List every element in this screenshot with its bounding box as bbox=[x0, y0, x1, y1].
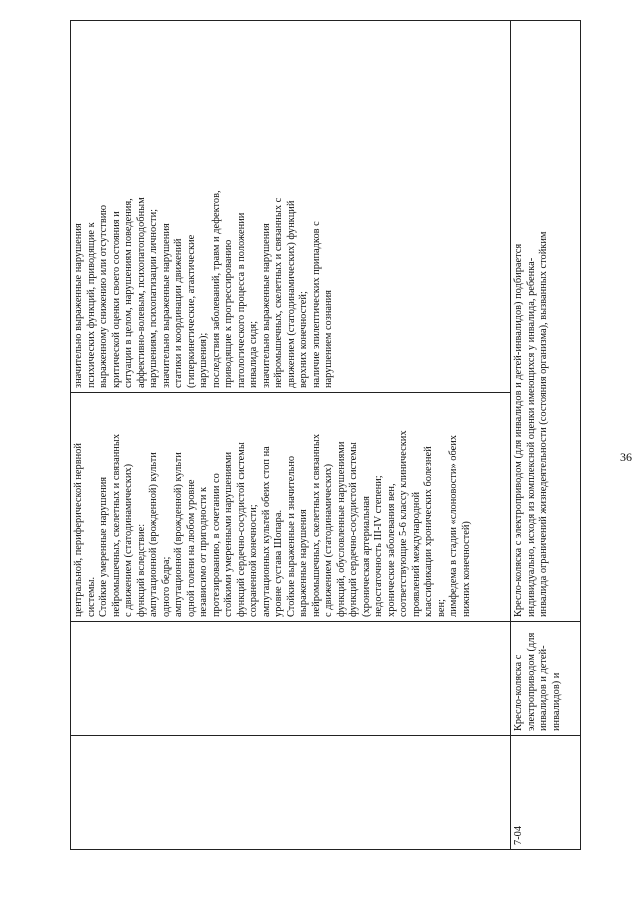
indication-line: Стойкие умеренные нарушения bbox=[98, 476, 109, 617]
item-number: 7-04 bbox=[513, 825, 524, 845]
contraindication-line: инвалида сидя; bbox=[248, 321, 259, 388]
number-cell bbox=[71, 736, 511, 850]
indication-line: функций сердечно-сосудистой системы bbox=[235, 442, 247, 617]
indication-line: нижних конечностей) bbox=[460, 521, 472, 617]
indication-line: функций, обусловленные нарушениями bbox=[335, 441, 347, 617]
document-table bbox=[70, 20, 581, 850]
contraindication-line: ситуации в целом, нарушениям поведения, bbox=[123, 198, 134, 388]
title-line: инвалидов и детей-инвалидов) и bbox=[538, 645, 562, 731]
indication-line: с движением (статодинамических) bbox=[123, 463, 134, 617]
indication-line: одного бедра; bbox=[160, 556, 172, 617]
contraindication-line: значительно выраженные нарушения bbox=[160, 223, 172, 388]
description-line: инвалида ограничений жизнедеятельности (состояния организма), вызванных стойким bbox=[538, 231, 549, 617]
contraindications-text bbox=[73, 25, 336, 388]
indication-line: уровне сустава Шопара. bbox=[273, 509, 284, 617]
indication-line: ампутационных культей обеих стоп на bbox=[260, 446, 272, 617]
indication-line: стойкими умеренными нарушениями bbox=[223, 451, 234, 617]
indication-line: недостаточность III-IV степени; bbox=[373, 475, 384, 617]
description-line: индивидуально, исходя из комплексной оценки имеющихся у инвалида, ребенка- bbox=[525, 257, 537, 617]
indication-line: протезированию, в сочетании со bbox=[210, 473, 222, 617]
indication-line: соответствующие 5-6 классу клинических bbox=[398, 430, 409, 617]
contraindication-line: выраженному снижению или отсутствию bbox=[98, 204, 109, 388]
page-number: 36 bbox=[620, 450, 632, 464]
contraindication-line: нарушения); bbox=[198, 332, 209, 388]
contraindication-line: психических функций, приводящие к bbox=[85, 222, 97, 388]
description-line: Кресло-коляска с электроприводом (для инвалидов и детей-инвалидов) подбирается bbox=[513, 243, 524, 617]
title-line: электроприводом (для bbox=[525, 632, 537, 731]
contraindication-line: критической оценки своего состояния и bbox=[110, 211, 122, 388]
indication-line: хронические заболевания вен, bbox=[385, 483, 397, 617]
contraindication-line: движением (статодинамических) функций bbox=[285, 200, 297, 388]
contraindication-line: нарушениям, психопатизации личности; bbox=[148, 208, 159, 388]
indication-line: системы. bbox=[85, 576, 97, 617]
contraindication-line: наличие эпилептических припадков с bbox=[310, 221, 322, 388]
indication-line: классификации хронических болезней bbox=[423, 446, 434, 617]
contraindication-line: патологического процесса в положении bbox=[235, 212, 247, 388]
indication-line: проявлений международной bbox=[410, 491, 422, 617]
indications-cell bbox=[71, 393, 511, 622]
indication-line: с движением (статодинамических) bbox=[323, 463, 334, 617]
table-row bbox=[511, 21, 581, 850]
table-row bbox=[71, 21, 511, 850]
contraindication-line: аффективно-волевым, психопатоподобным bbox=[135, 197, 147, 388]
indication-line: сохраненной конечности; bbox=[248, 504, 259, 617]
indication-line: Стойкие выраженные и значительно bbox=[285, 455, 297, 617]
indication-line: вен; bbox=[435, 599, 447, 617]
contraindication-line: статики и координации движений bbox=[173, 238, 184, 388]
indication-line: центральной, периферической нервной bbox=[73, 443, 84, 617]
indication-line: лимфедема в стадии «слоновости» обеих bbox=[448, 435, 459, 617]
indication-line: функций сердечно-сосудистой системы bbox=[348, 442, 359, 617]
rotated-table-area bbox=[70, 20, 580, 850]
indication-line: нейромышечных, скелетных и связанных bbox=[310, 433, 322, 617]
indications-text bbox=[73, 397, 473, 617]
contraindication-line: значительно выраженные нарушения bbox=[260, 223, 272, 388]
contraindication-line: нарушением сознания bbox=[323, 290, 334, 388]
contraindication-line: значительно выраженные нарушения bbox=[73, 223, 84, 388]
indication-line: выраженные нарушения bbox=[298, 509, 309, 617]
item-description bbox=[513, 25, 551, 617]
contraindication-line: верхних конечностей; bbox=[298, 291, 309, 388]
indication-line: нейромышечных, скелетных и связанных bbox=[110, 433, 122, 617]
indication-line: (хроническая артериальная bbox=[360, 496, 372, 617]
contraindication-line: последствия заболеваний, травм и дефектов, bbox=[210, 190, 222, 388]
number-cell bbox=[511, 736, 581, 850]
indication-line: независимо от пригодности к bbox=[198, 486, 209, 617]
description-cell bbox=[511, 21, 581, 622]
indication-line: одной голени на любом уровне bbox=[185, 479, 197, 617]
indication-line: функций вследствие: bbox=[135, 523, 147, 617]
contraindications-cell bbox=[71, 21, 511, 393]
item-title bbox=[513, 626, 563, 731]
contraindication-line: приводящие к прогрессированию bbox=[223, 239, 234, 388]
title-line: Кресло-коляска с bbox=[513, 654, 524, 731]
indication-line: ампутационной (врожденной) культи bbox=[148, 452, 159, 617]
title-cell bbox=[71, 622, 511, 736]
contraindication-line: нейромышечных, скелетных и связанных с bbox=[273, 197, 284, 388]
title-cell bbox=[511, 622, 581, 736]
contraindication-line: (гиперкинетические, атактические bbox=[185, 234, 197, 388]
indication-line: ампутационной (врожденной) культи bbox=[173, 452, 184, 617]
